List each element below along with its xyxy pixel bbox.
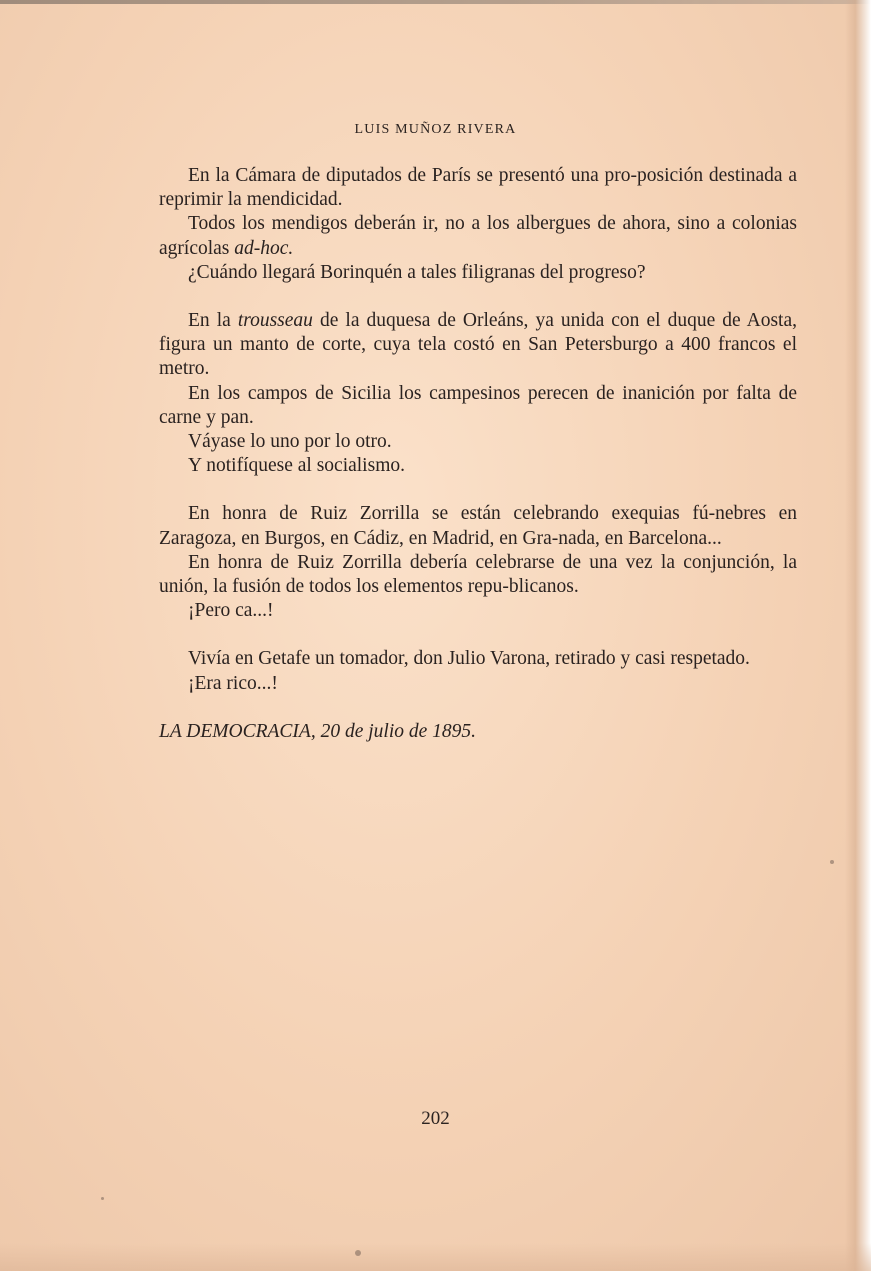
section-zorrilla <box>159 502 797 623</box>
paragraph: En los campos de Sicilia los campesinos perecen de inanición por falta de carne y pan. <box>159 382 797 428</box>
page-number: 202 <box>421 1108 450 1129</box>
paragraph: En honra de Ruiz Zorrilla se están celebrando exequias fú-nebres en Zaragoza, en Burgos, en Cádiz, en Madrid, en Gra-nada, en Barcelona... <box>159 503 797 549</box>
paragraph: Váyase lo uno por lo otro. <box>188 431 392 453</box>
paragraph: En la trousseau de la duquesa de Orleáns, ya unida con el duque de Aosta, figura un manto de corte, cuya tela costó en San Petersburgo a 400 francos el metro. <box>159 310 798 380</box>
page-right-edge <box>845 0 871 1271</box>
section-gap <box>159 696 797 720</box>
source-citation: LA DEMOCRACIA, 20 de julio de 1895. <box>159 720 477 742</box>
article-body <box>159 164 797 744</box>
paragraph: ¡Era rico...! <box>188 672 278 694</box>
page-bottom-edge <box>0 1243 871 1271</box>
paragraph: En honra de Ruiz Zorrilla debería celebrarse de una vez la conjunción, la unión, la fusión de todos los elementos repu-blicanos. <box>159 551 797 598</box>
running-head: LUIS MUÑOZ RIVERA <box>354 122 517 137</box>
paragraph: Vivía en Getafe un tomador, don Julio Varona, retirado y casi respetado. <box>188 648 750 670</box>
paragraph: ¿Cuándo llegará Borinquén a tales filigranas del progreso? <box>188 261 646 283</box>
section-paris <box>159 164 797 285</box>
section-getafe <box>159 647 797 695</box>
paper-speck <box>101 1197 104 1200</box>
paragraph: Y notifíquese al socialismo. <box>188 455 405 477</box>
paragraph: ¡Pero ca...! <box>188 600 274 622</box>
section-gap <box>159 623 797 647</box>
section-orleans <box>159 309 797 478</box>
section-gap <box>159 478 797 502</box>
section-gap <box>159 285 797 309</box>
paragraph: En la Cámara de diputados de París se presentó una pro-posición destinada a reprimir la mendicidad. <box>159 165 797 211</box>
paper-speck <box>830 860 834 864</box>
paragraph: Todos los mendigos deberán ir, no a los albergues de ahora, sino a colonias agrícolas ad-hoc. <box>159 213 797 259</box>
page-top-edge <box>0 0 871 4</box>
paper-speck <box>355 1250 361 1256</box>
